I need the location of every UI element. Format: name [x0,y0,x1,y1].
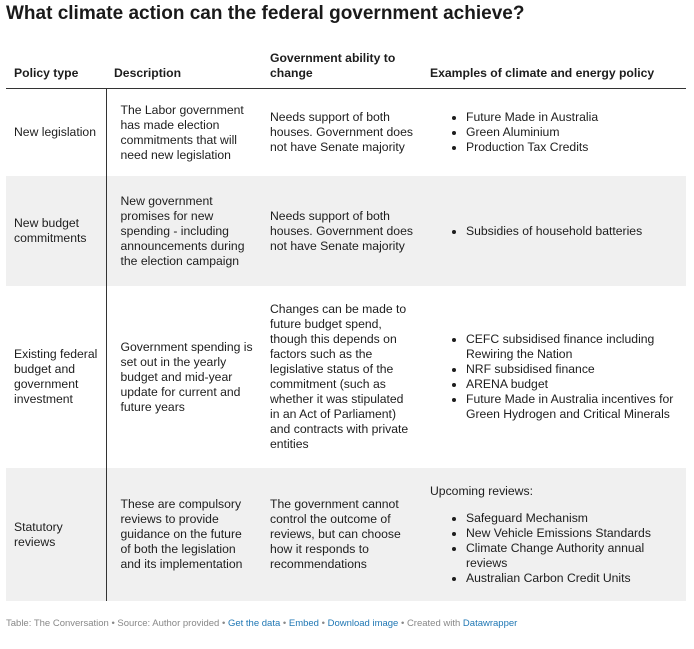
example-item: • Climate Change Authority annual reviews [466,541,678,571]
header-ability: Government ability to change [262,47,422,89]
examples-list [430,110,678,155]
table-row [6,176,686,286]
description-cell: These are compulsory reviews to provide guidance on the future of both the legislation and its implementation [106,468,262,601]
example-item: • Green Aluminium [466,125,678,140]
example-item: • Subsidies of household batteries [466,224,678,239]
footer-separator: • [321,618,325,629]
examples-cell [422,89,686,177]
reviews-intro: Upcoming reviews: [430,483,533,498]
example-item: • New Vehicle Emissions Standards [466,526,678,541]
table-row [6,286,686,468]
examples-list [430,332,678,422]
climate-action-table [6,47,686,601]
ability-cell: Needs support of both houses. Government does not have Senate majority [262,176,422,286]
download-image-link[interactable]: Download image [327,618,399,629]
footer-created: • Created with [400,618,461,629]
policy-type-cell: Statutory reviews [6,468,106,601]
chart-footer [6,618,688,629]
examples-cell [422,176,686,286]
ability-cell: Needs support of both houses. Government does not have Senate majority [270,110,413,154]
examples-list [430,224,678,239]
example-item: • Future Made in Australia incentives for Green Hydrogen and Critical Minerals [466,392,678,422]
examples-list [430,511,678,586]
example-item: • Future Made in Australia [466,110,678,125]
example-item: • Production Tax Credits [466,140,678,155]
ability-cell: The government cannot control the outcome of reviews, but can choose how it responds to recommendations [262,468,422,601]
table-row [6,89,686,177]
header-policy-type: Policy type [6,47,106,89]
get-data-link[interactable]: Get the data [227,618,281,629]
example-item: • Safeguard Mechanism [466,511,678,526]
examples-cell [422,468,686,601]
example-item: • ARENA budget [466,377,678,392]
description-cell: New government promises for new spending - including announcements during the election campaign [106,176,262,286]
example-item: • CEFC subsidised finance including Rewiring the Nation [466,332,678,362]
example-item: • NRF subsidised finance [466,362,678,377]
datawrapper-link[interactable]: Datawrapper [462,618,518,629]
examples-cell [422,286,686,468]
footer-source: Table: The Conversation • Source: Author provided • [6,618,226,629]
embed-link[interactable]: Embed [288,618,319,629]
policy-type-cell: New legislation [14,125,96,139]
ability-cell: Changes can be made to future budget spend, though this depends on factors such as the legislative status of the commitment (such as whether it was stipulated in an Act of Parliament) and contracts with private entities [270,302,409,451]
example-item: • Australian Carbon Credit Units [466,571,678,586]
table-row [6,468,686,601]
description-cell: Government spending is set out in the yearly budget and mid-year update for current and future years [106,286,262,468]
description-cell: The Labor government has made election commitments that will need new legislation [106,89,262,177]
page-title: What climate action can the federal government achieve? [6,3,525,24]
header-description: Description [106,47,262,89]
policy-type-cell: Existing federal budget and government investment [14,347,98,406]
table-header-row [6,47,686,89]
header-examples: Examples of climate and energy policy [422,47,686,89]
footer-separator: • [282,618,287,629]
policy-type-cell: New budget commitments [6,176,106,286]
